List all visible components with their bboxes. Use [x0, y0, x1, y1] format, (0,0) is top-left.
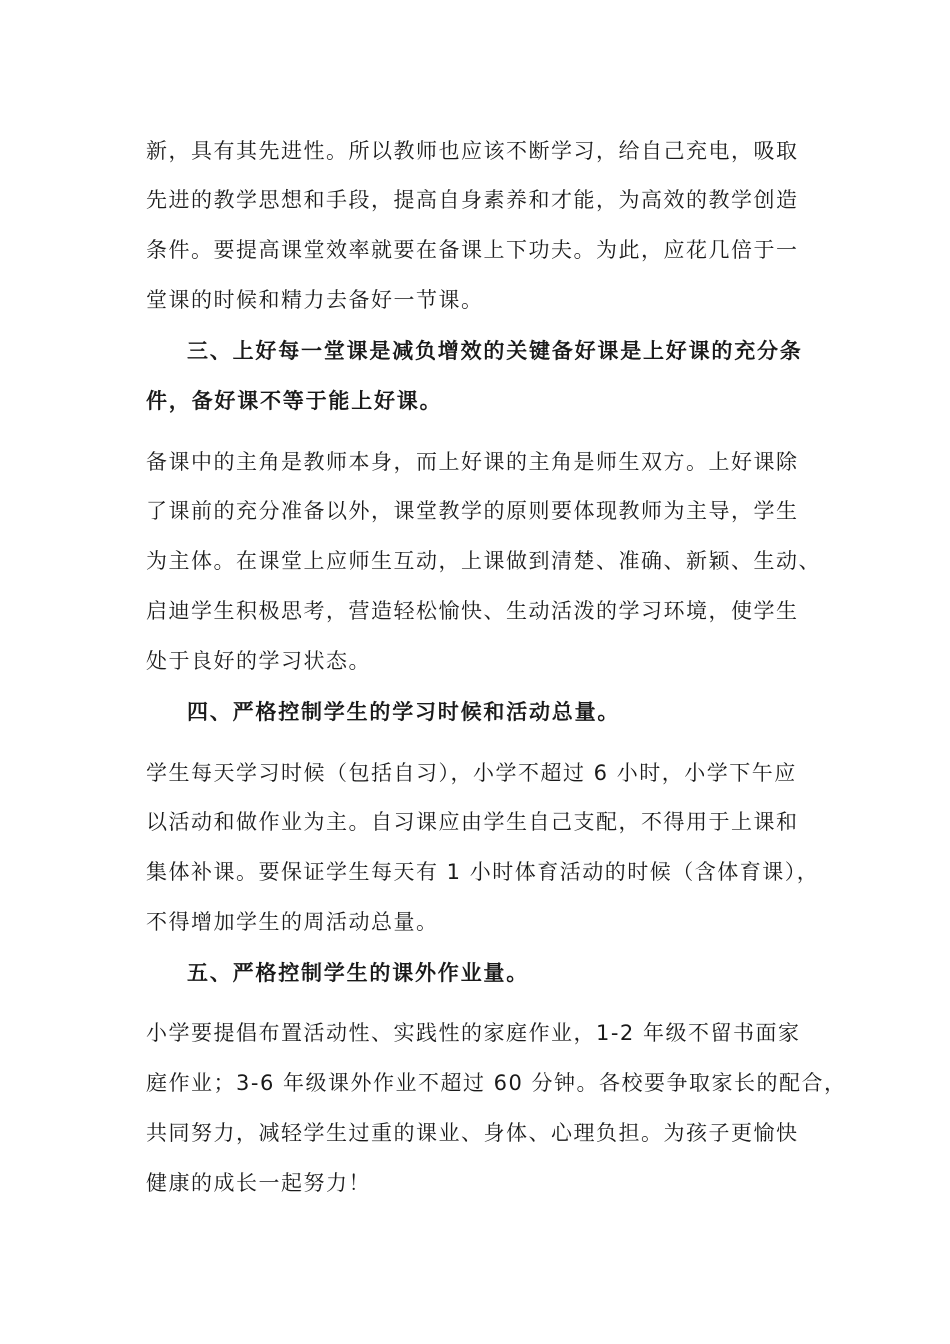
body-text-line: 集体补课。要保证学生每天有 1 小时体育活动的时候（含体育课）， — [146, 860, 820, 884]
body-text-line: 不得增加学生的周活动总量。 — [146, 910, 439, 934]
body-text-line: 共同努力，减轻学生过重的课业、身体、心理负担。为孩子更愉快 — [146, 1121, 799, 1145]
body-text-line: 条件。要提高课堂效率就要在备课上下功夫。为此，应花几倍于一 — [146, 238, 799, 262]
body-text-line: 了课前的充分准备以外，课堂教学的原则要体现教师为主导，学生 — [146, 499, 799, 523]
body-text-line: 先进的教学思想和手段，提高自身素养和才能，为高效的教学创造 — [146, 188, 799, 212]
body-text-line: 小学要提倡布置活动性、实践性的家庭作业，1-2 年级不留书面家 — [146, 1021, 801, 1045]
body-text-line: 处于良好的学习状态。 — [146, 649, 371, 673]
section-heading-3-cont: 件，备好课不等于能上好课。 — [146, 389, 443, 413]
body-text-line: 堂课的时候和精力去备好一节课。 — [146, 288, 484, 312]
body-text-line: 健康的成长一起努力！ — [146, 1171, 371, 1195]
section-heading-3: 三、上好每一堂课是减负增效的关键备好课是上好课的充分条 — [187, 339, 803, 363]
section-heading-5: 五、严格控制学生的课外作业量。 — [187, 961, 529, 985]
section-heading-4: 四、严格控制学生的学习时候和活动总量。 — [187, 700, 621, 724]
body-text-line: 以活动和做作业为主。自习课应由学生自己支配，不得用于上课和 — [146, 810, 799, 834]
body-text-line: 为主体。在课堂上应师生互动，上课做到清楚、准确、新颖、生动、 — [146, 549, 821, 573]
body-text-line: 庭作业；3-6 年级课外作业不超过 60 分钟。各校要争取家长的配合， — [146, 1071, 847, 1095]
body-text-line: 学生每天学习时候（包括自习），小学不超过 6 小时，小学下午应 — [146, 761, 797, 785]
body-text-line: 新，具有其先进性。所以教师也应该不断学习，给自己充电，吸取 — [146, 139, 799, 163]
body-text-line: 备课中的主角是教师本身，而上好课的主角是师生双方。上好课除 — [146, 450, 799, 474]
body-text-line: 启迪学生积极思考，营造轻松愉快、生动活泼的学习环境，使学生 — [146, 599, 799, 623]
